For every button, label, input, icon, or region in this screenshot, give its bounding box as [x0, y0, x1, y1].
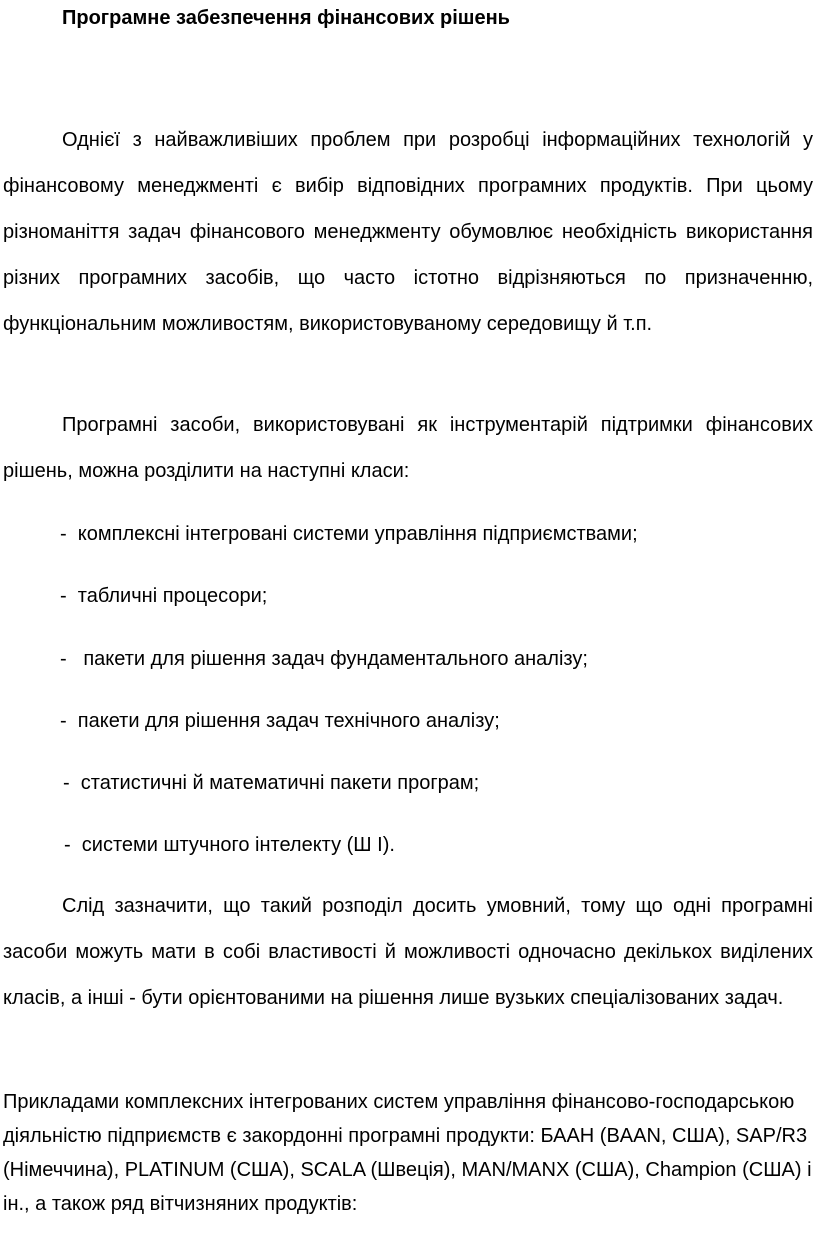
- list-item: - системи штучного інтелекту (Ш І).: [64, 834, 395, 856]
- paragraph-intro: Однієї з найважливіших проблем при розробці інформаційних технологій у фінансовому менеджменті є вибір відповідних програмних продуктів. При цьому різноманіття задач фінансового менеджменту обумовлює необхідність використання різних програмних засобів, що часто істотно відрізняються по призначенню, функціональним можливостям, використовуваному середовищу й т.п.: [3, 129, 813, 335]
- list-item: - комплексні інтегровані системи управління підприємствами;: [60, 523, 638, 545]
- paragraph-classification-note: Слід зазначити, що такий розподіл досить умовний, тому що одні програмні засоби можуть мати в собі властивості й можливості одночасно декількох виділених класів, а інші - бути орієнтованими на рішення лише вузьких спеціалізованих задач.: [3, 895, 813, 1009]
- list-item: - статистичні й математичні пакети програм;: [63, 772, 480, 794]
- paragraph-classes-intro: Програмні засоби, використовувані як інструментарій підтримки фінансових рішень, можна розділити на наступні класи:: [3, 414, 813, 482]
- list-item: - пакети для рішення задач технічного аналізу;: [60, 710, 500, 732]
- list-item: - пакети для рішення задач фундаментального аналізу;: [60, 648, 588, 670]
- document-title: Програмне забезпечення фінансових рішень: [62, 7, 510, 29]
- list-item: - табличні процесори;: [60, 585, 268, 607]
- paragraph-examples: Прикладами комплексних інтегрованих систем управління фінансово-господарською діяльністю підприємств є закордонні програмні продукти: БААН (BAAN, США), SAP/R3 (Німеччина), PLATINUM (США), SCALA (Швеція), MAN/MANX (США), Champion (США) і ін., а також ряд вітчизняних продуктів:: [3, 1091, 812, 1215]
